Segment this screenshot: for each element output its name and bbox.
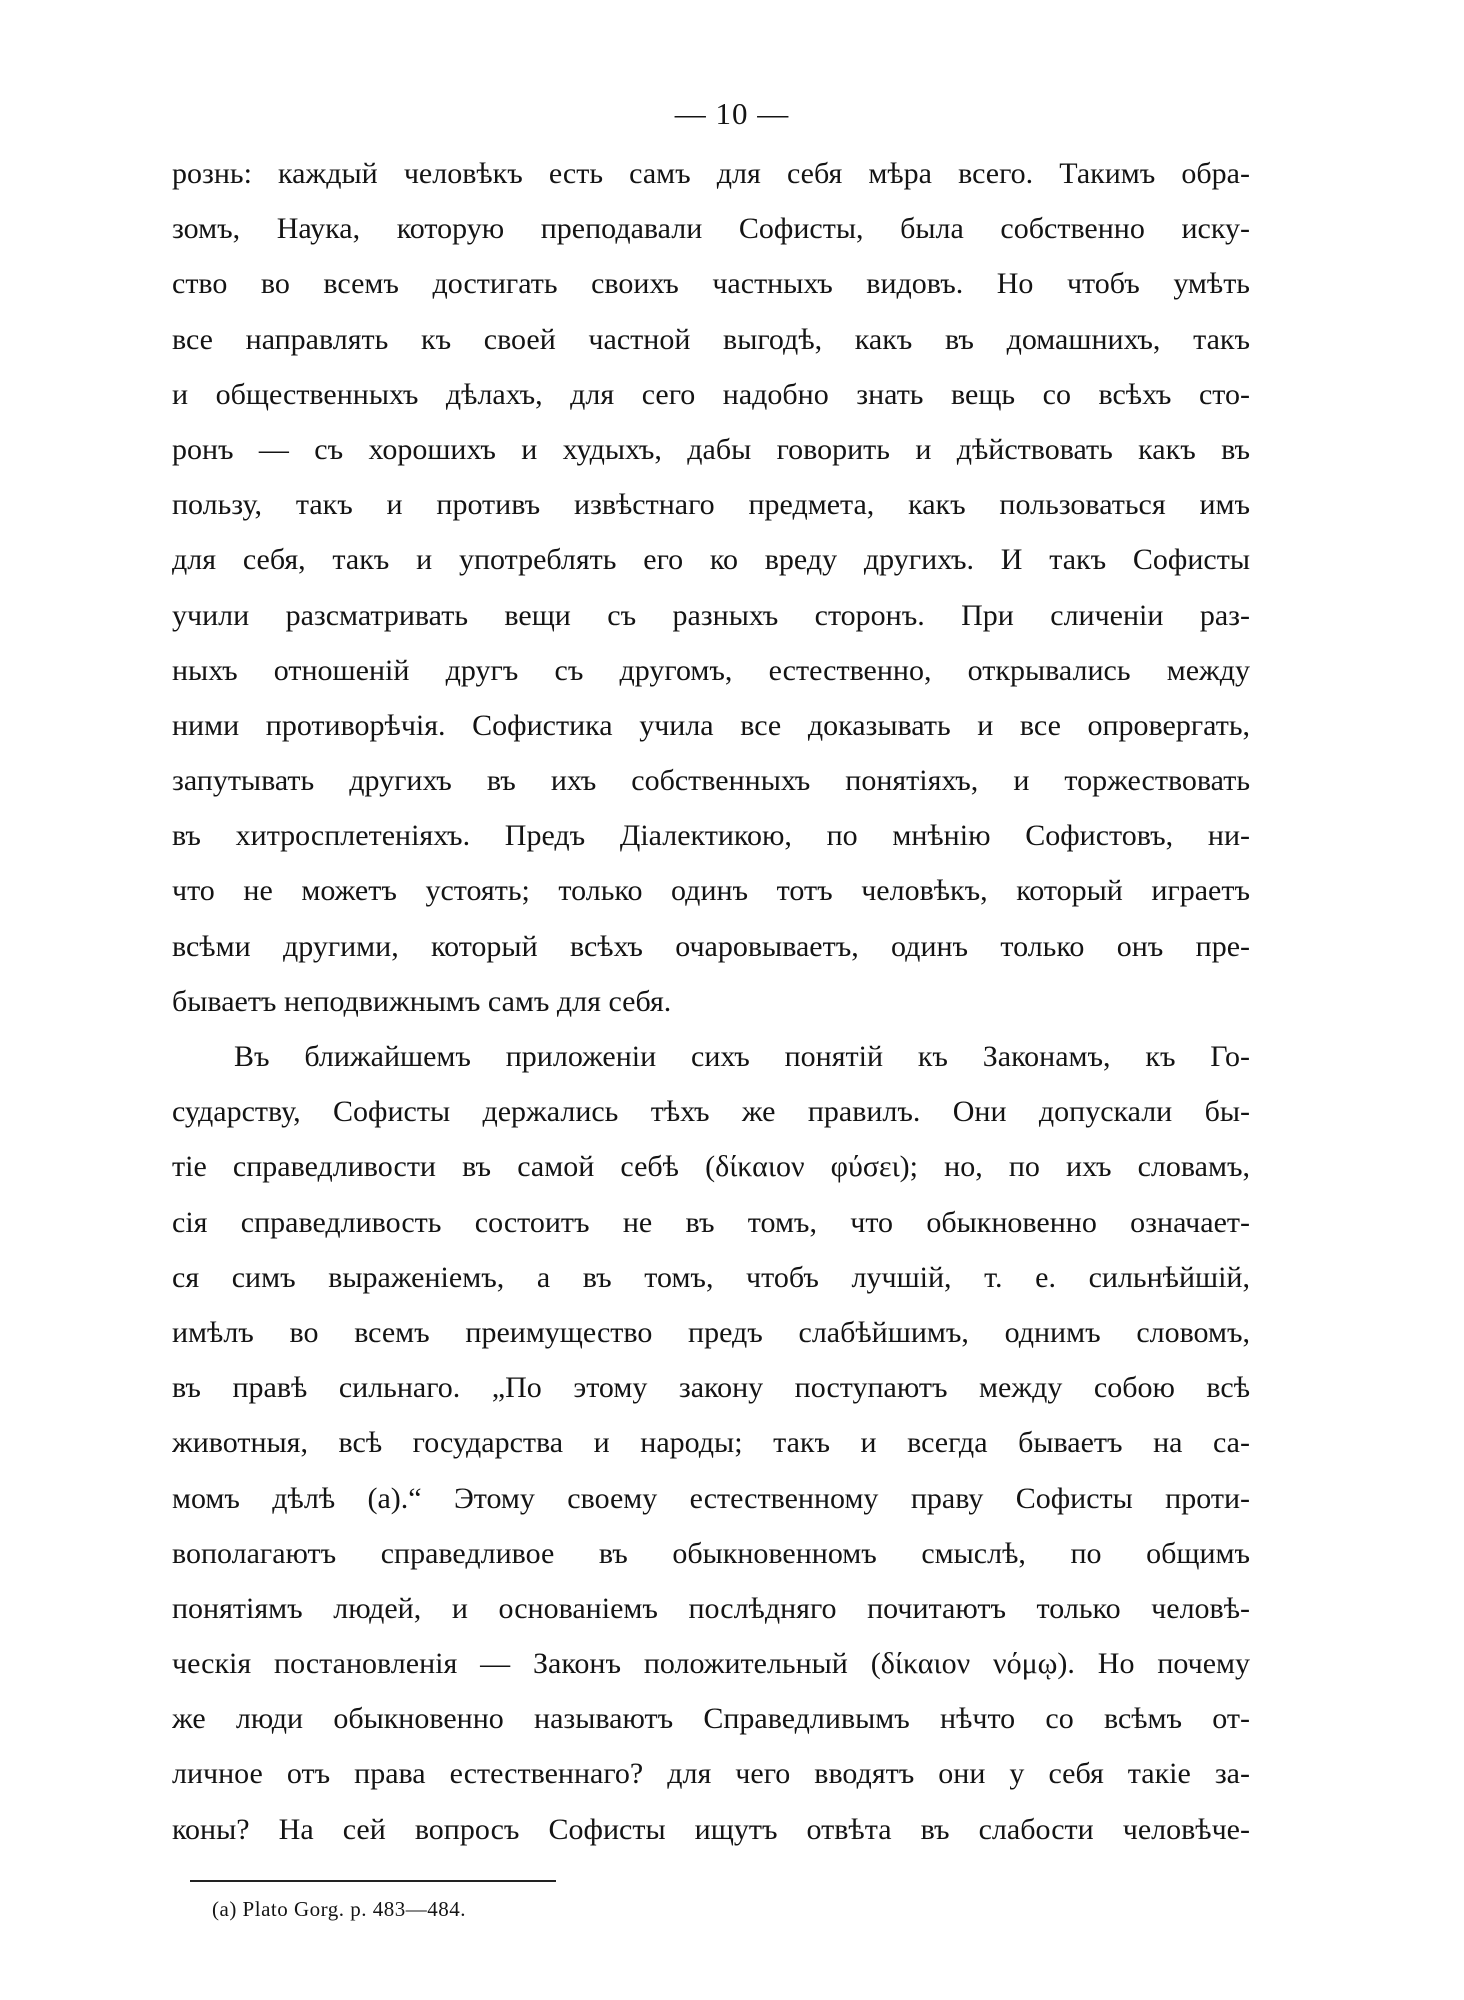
text-line: тіе справедливости въ самой себѣ (δίκαιον φύσει); но, по ихъ словамъ, xyxy=(172,1150,1250,1184)
text-line: что не можетъ устоять; только одинъ тотъ человѣкъ, который играетъ xyxy=(172,874,1250,908)
text-line: личное отъ права естественнаго? для чего вводятъ они у себя такіе за- xyxy=(172,1757,1250,1791)
text-line: все направлять къ своей частной выгодѣ, какъ въ домашнихъ, такъ xyxy=(172,322,1250,356)
text-line: всѣми другими, который всѣхъ очаровываетъ, одинъ только онъ пре- xyxy=(172,929,1250,963)
text-line: сударству, Софисты держались тѣхъ же правилъ. Они допускали бы- xyxy=(172,1095,1250,1129)
text-line: ство во всемъ достигать своихъ частныхъ видовъ. Но чтобъ умѣть xyxy=(172,267,1250,301)
text-line: коны? На сей вопросъ Софисты ищутъ отвѣта въ слабости человѣче- xyxy=(172,1812,1250,1846)
text-line: понятіямъ людей, и основаніемъ послѣдняго почитаютъ только человѣ- xyxy=(172,1591,1250,1625)
text-line: ся симъ выраженіемъ, а въ томъ, чтобъ лучшій, т. е. сильнѣйшій, xyxy=(172,1260,1250,1294)
footnote: (a) Plato Gorg. p. 483—484. xyxy=(212,1897,467,1921)
text-line: ныхъ отношеній другъ съ другомъ, естественно, открывались между xyxy=(172,653,1250,687)
text-line: зомъ, Наука, которую преподавали Софисты, была собственно иску- xyxy=(172,212,1250,246)
text-line: и общественныхъ дѣлахъ, для сего надобно знать вещь со всѣхъ сто- xyxy=(172,377,1250,411)
text-line: вополагаютъ справедливое въ обыкновенномъ смыслѣ, по общимъ xyxy=(172,1536,1250,1570)
footnote-divider xyxy=(190,1880,556,1882)
text-line: въ хитросплетеніяхъ. Предъ Діалектикою, по мнѣнію Софистовъ, ни- xyxy=(172,819,1250,853)
text-line: же люди обыкновенно называютъ Справедливымъ нѣчто со всѣмъ от- xyxy=(172,1702,1250,1736)
body-text xyxy=(172,146,1250,1857)
text-line: Въ ближайшемъ приложеніи сихъ понятій къ Законамъ, къ Го- xyxy=(234,1040,1250,1073)
text-line: пользу, такъ и противъ извѣстнаго предмета, какъ пользоваться имъ xyxy=(172,488,1250,522)
text-line: ческія постановленія — Законъ положительный (δίκαιον νόμῳ). Но почему xyxy=(172,1647,1250,1681)
text-line: сія справедливость состоитъ не въ томъ, что обыкновенно означает- xyxy=(172,1205,1250,1239)
text-line: бываетъ неподвижнымъ самъ для себя. xyxy=(172,984,672,1018)
text-line: въ правѣ сильнаго. „По этому закону поступаютъ между собою всѣ xyxy=(172,1371,1250,1405)
text-line: для себя, такъ и употреблять его ко вреду другихъ. И такъ Софисты xyxy=(172,543,1250,577)
text-line: рознь: каждый человѣкъ есть самъ для себя мѣра всего. Такимъ обра- xyxy=(172,157,1250,190)
page-number: — 10 — xyxy=(674,96,790,131)
text-line: момъ дѣлѣ (a).“ Этому своему естественному праву Софисты проти- xyxy=(172,1481,1250,1515)
text-line: животныя, всѣ государства и народы; такъ и всегда бываетъ на са- xyxy=(172,1426,1250,1460)
text-line: запутывать другихъ въ ихъ собственныхъ понятіяхъ, и торжествовать xyxy=(172,764,1250,798)
text-line: ними противорѣчія. Софистика учила все доказывать и все опровергать, xyxy=(172,708,1250,742)
text-line: учили разсматривать вещи съ разныхъ сторонъ. При сличеніи раз- xyxy=(172,598,1250,632)
text-line: имѣлъ во всемъ преимущество предъ слабѣйшимъ, однимъ словомъ, xyxy=(172,1315,1250,1349)
text-line: ронъ — съ хорошихъ и худыхъ, дабы говорить и дѣйствовать какъ въ xyxy=(172,432,1250,466)
